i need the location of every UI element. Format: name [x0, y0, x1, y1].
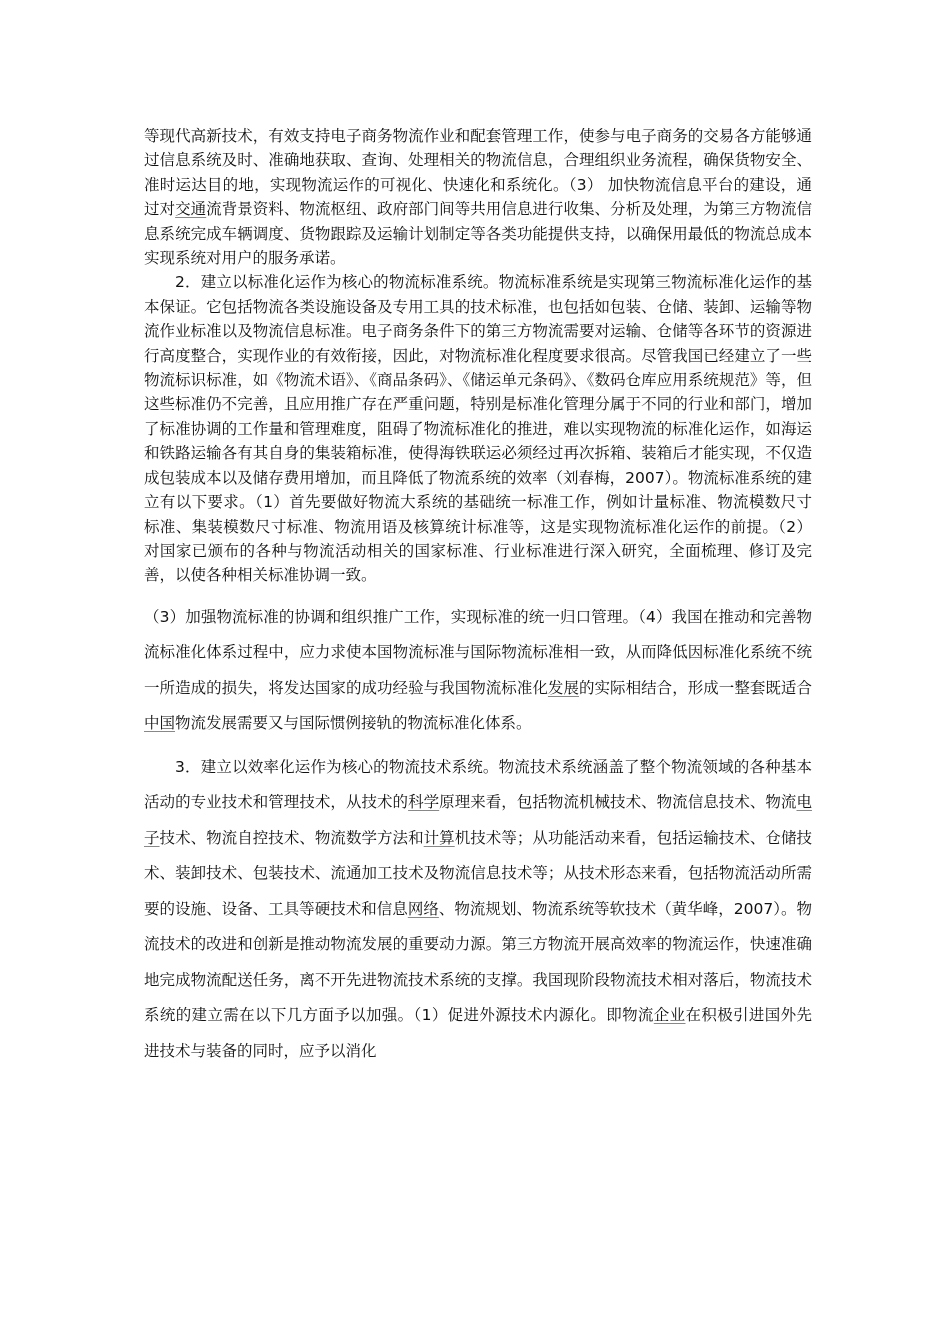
- link-dianzi[interactable]: 电子: [144, 793, 812, 847]
- document-page: [144, 124, 812, 1069]
- paragraph-text: 2．建立以标准化运作为核心的物流标准系统。物流标准系统是实现第三物流标准化运作的基本保证。它包括物流各类设施设备及专用工具的技术标准，也包括如包装、仓储、装卸、运输等物流作业标准以及物流信息标准。电子商务条件下的第三方物流需要对运输、仓储等各环节的资源进行高度整合，实现作业的有效衔接，因此，对物流标准化程度要求很高。尽管我国已经建立了一些物流标识标准，如《物流术语》、《商品条码》、《储运单元条码》、《数码仓库应用系统规范》等，但这些标准仍不完善，且应用推广存在严重问题，特别是标准化管理分属于不同的行业和部门，增加了标准协调的工作量和管理难度，阻碍了物流标准化的推进，难以实现物流的标准化运作，如海运和铁路运输各有其自身的集装箱标准，使得海铁联运必须经过再次拆箱、装箱后才能实现，不仅造成包装成本以及储存费用增加，而且降低了物流系统的效率（刘春梅，2007）。物流标准系统的建立有以下要求。（1）首先要做好物流大系统的基础统一标准工作，例如计量标准、物流模数尺寸标准、集装模数尺寸标准、物流用语及核算统计标准等，这是实现物流标准化运作的前提。（2）对国家已颁布的各种与物流活动相关的国家标准、行业标准进行深入研究，全面梳理、修订及完善，以使各种相关标准协调一致。: [144, 273, 812, 585]
- paragraph-text: 等现代高新技术，有效支持电子商务物流作业和配套管理工作，使参与电子商务的交易各方能够通过信息系统及时、准确地获取、查询、处理相关的物流信息，合理组织业务流程，确保货物安全、准时运达目的地，实现物流运作的可视化、快速化和系统化。（3） 加快物流信息平台的建设，通过对: [144, 127, 812, 219]
- link-qiye[interactable]: 企业: [653, 1006, 686, 1025]
- paragraph-standard-system: [144, 270, 812, 587]
- paragraph-text: 流背景资料、物流枢纽、政府部门间等共用信息进行收集、分析及处理，为第三方物流信息系统完成车辆调度、货物跟踪及运输计划制定等各类功能提供支持，以确保用最低的物流总成本实现系统对用户的服务承诺。: [144, 200, 812, 268]
- link-wangluo[interactable]: 网络: [407, 899, 439, 918]
- paragraph-text: 3．建立以效率化运作为核心的物流技术系统。物流技术系统涵盖了整个物流领域的各种基本活动的专业技术和管理技术，从技术的: [144, 757, 812, 812]
- paragraph-text: 在积极引进国外先进技术与装备的同时，应予以消化: [144, 1006, 812, 1060]
- paragraph-text: 物流发展需要又与国际惯例接轨的物流标准化体系。: [175, 714, 532, 733]
- paragraph-text: 原理来看，包括物流机械技术、物流信息技术、物流: [439, 793, 797, 812]
- paragraph-text: 的实际相结合，形成一整套既适合: [578, 678, 812, 697]
- paragraph-technology-system: [144, 750, 812, 1070]
- link-kexue[interactable]: 科学: [408, 793, 440, 812]
- paragraph-info-platform: [144, 124, 812, 270]
- paragraph-text: 技术、物流自控技术、物流数学方法和: [159, 828, 424, 847]
- paragraph-text: （3）加强物流标准的协调和组织推广工作，实现标准的统一归口管理。（4）我国在推动和完善物流标准化体系过程中，应力求使本国物流标准与国际物流标准相一致，从而降低因标准化系统不统一所造成的损失，将发达国家的成功经验与我国物流标准化: [144, 607, 812, 697]
- link-fazhan[interactable]: 发展: [547, 678, 579, 697]
- paragraph-text: 、物流规划、物流系统等软技术（黄华峰，2007）。物流技术的改进和创新是推动物流发展的重要动力源。第三方物流开展高效率的物流运作，快速准确地完成物流配送任务，离不开先进物流技术系统的支撑。我国现阶段物流技术相对落后，物流技术系统的建立需在以下几方面予以加强。（1）促进外源技术内源化。即物流: [144, 899, 812, 1025]
- link-jisuan[interactable]: 计算: [423, 828, 455, 847]
- link-jiaotong[interactable]: 交通: [175, 200, 207, 219]
- link-zhongguo[interactable]: 中国: [144, 714, 176, 733]
- paragraph-standard-promotion: [144, 600, 812, 742]
- paragraph-text: 机技术等；从功能活动来看，包括运输技术、仓储技术、装卸技术、包装技术、流通加工技术及物流信息技术等；从技术形态来看，包括物流活动所需要的设施、设备、工具等硬技术和信息: [144, 828, 812, 918]
